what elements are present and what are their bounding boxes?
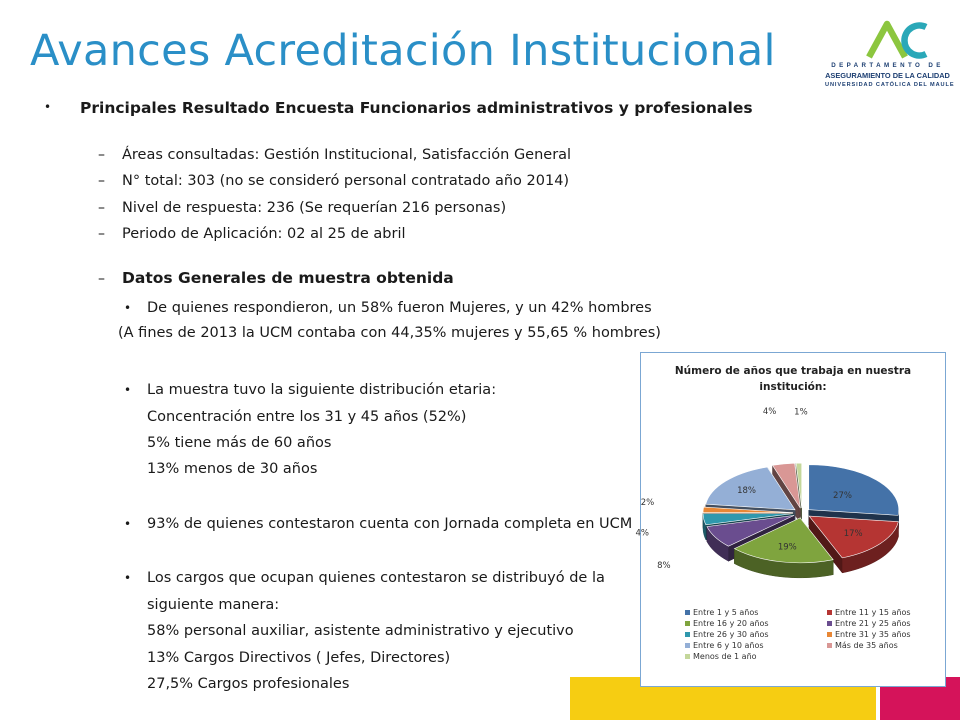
chart-title-line: Número de años que trabaja en nuestra bbox=[674, 365, 912, 377]
positions-line-auxiliary: 58% personal auxiliar, asistente administrativo y ejecutivo bbox=[147, 623, 574, 639]
legend-label: Entre 26 y 30 años bbox=[693, 630, 769, 639]
dash-icon: – bbox=[98, 147, 105, 163]
dash-item-period: Periodo de Aplicación: 02 al 25 de abril bbox=[122, 226, 406, 242]
chart-title-line: institución: bbox=[759, 381, 827, 393]
dash-item-areas: Áreas consultadas: Gestión Institucional, Satisfacción General bbox=[122, 147, 572, 163]
legend-swatch bbox=[827, 632, 832, 637]
pie-data-label: 1% bbox=[794, 407, 808, 418]
department-logo bbox=[825, 18, 955, 98]
age-line-over-60: 5% tiene más de 60 años bbox=[147, 435, 332, 451]
dash-icon: – bbox=[98, 200, 105, 216]
legend-label: Entre 1 y 5 años bbox=[693, 608, 759, 617]
positions-line-directors: 13% Cargos Directivos ( Jefes, Directores) bbox=[147, 650, 451, 666]
pie-slice bbox=[809, 465, 899, 516]
pie-data-label: 4% bbox=[762, 406, 777, 417]
logo-text-line3: UNIVERSIDAD CATÓLICA DEL MAULE bbox=[825, 82, 955, 88]
bullet-icon: • bbox=[124, 383, 132, 397]
legend-label: Menos de 1 año bbox=[693, 652, 757, 661]
gender-note: (A fines de 2013 la UCM contaba con 44,35% mujeres y 55,65 % hombres) bbox=[118, 325, 661, 341]
legend-swatch bbox=[827, 610, 832, 615]
legend-label: Más de 35 años bbox=[835, 641, 898, 650]
legend-swatch bbox=[685, 632, 690, 637]
dash-item-response: Nivel de respuesta: 236 (Se requerían 216 personas) bbox=[122, 200, 507, 216]
positions-bullet: Los cargos que ocupan quienes contestaron se distribuyó de la bbox=[147, 570, 605, 586]
dash-item-total: N° total: 303 (no se consideró personal contratado año 2014) bbox=[122, 173, 570, 189]
ac-logo-icon bbox=[825, 18, 950, 62]
pie-data-label: 17% bbox=[843, 529, 863, 540]
pie-data-label: 2% bbox=[640, 498, 655, 509]
gender-bullet: De quienes respondieron, un 58% fueron Mujeres, y un 42% hombres bbox=[147, 300, 652, 316]
legend-swatch bbox=[685, 610, 690, 615]
dash-icon: – bbox=[98, 271, 105, 287]
legend-label: Entre 6 y 10 años bbox=[693, 641, 764, 650]
pie-data-label: 19% bbox=[777, 542, 797, 553]
slide-title: Avances Acreditación Institucional bbox=[30, 26, 776, 76]
legend-swatch bbox=[827, 643, 832, 648]
bullet-icon: • bbox=[44, 100, 52, 114]
logo-text-line2: ASEGURAMIENTO DE LA CALIDAD bbox=[825, 71, 950, 80]
pie-data-label: 27% bbox=[833, 490, 852, 501]
age-bullet: La muestra tuvo la siguiente distribución etaria: bbox=[147, 382, 497, 398]
bullet-icon: • bbox=[124, 571, 132, 585]
age-line-concentration: Concentración entre los 31 y 45 años (52%) bbox=[147, 409, 467, 425]
pie-data-label: 8% bbox=[657, 560, 671, 571]
legend-swatch bbox=[827, 621, 832, 626]
pie-data-label: 4% bbox=[635, 528, 649, 539]
logo-text-line1: DEPARTAMENTO DE bbox=[831, 62, 944, 69]
bullet-icon: • bbox=[124, 517, 132, 531]
legend-label: Entre 16 y 20 años bbox=[693, 619, 769, 628]
legend-swatch bbox=[685, 621, 690, 626]
positions-line-manner: siguiente manera: bbox=[147, 597, 280, 613]
main-bullet-text: Principales Resultado Encuesta Funcionarios administrativos y profesionales bbox=[80, 99, 753, 117]
legend-label: Entre 11 y 15 años bbox=[835, 608, 911, 617]
legend-swatch bbox=[685, 654, 690, 659]
pie-data-label: 18% bbox=[737, 485, 756, 496]
positions-line-professionals: 27,5% Cargos profesionales bbox=[147, 676, 350, 692]
legend-label: Entre 31 y 35 años bbox=[835, 630, 911, 639]
pie-chart-panel bbox=[635, 352, 946, 687]
section-heading: Datos Generales de muestra obtenida bbox=[122, 269, 454, 287]
legend-label: Entre 21 y 25 años bbox=[835, 619, 911, 628]
pie-chart bbox=[635, 353, 945, 686]
legend-swatch bbox=[685, 643, 690, 648]
dash-icon: – bbox=[98, 226, 105, 242]
dash-icon: – bbox=[98, 173, 105, 189]
bullet-icon: • bbox=[124, 301, 132, 315]
fulltime-bullet: 93% de quienes contestaron cuenta con Jornada completa en UCM bbox=[147, 516, 633, 532]
age-line-under-30: 13% menos de 30 años bbox=[147, 461, 318, 477]
